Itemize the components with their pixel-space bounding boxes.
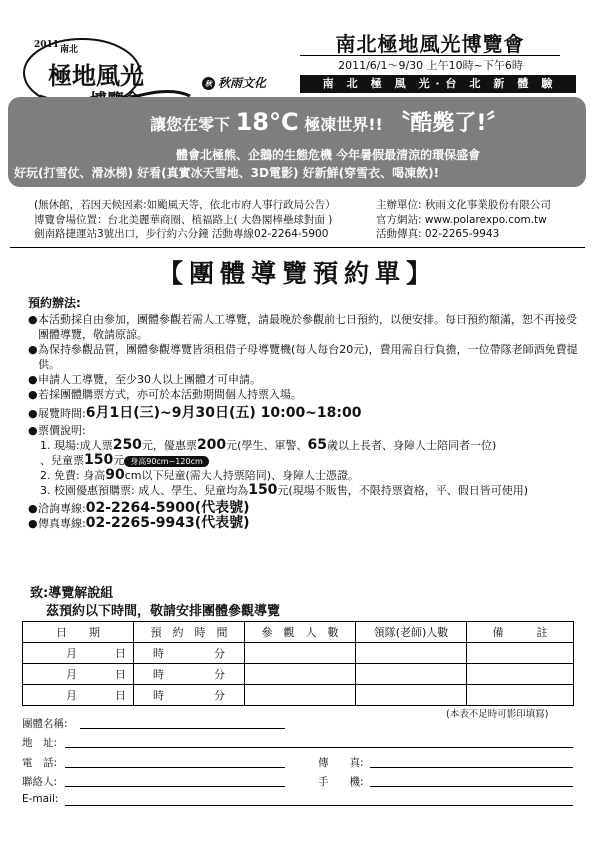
recipient: 致:導覽解說組 xyxy=(30,586,114,601)
table-header-row xyxy=(23,622,574,643)
banner-headline xyxy=(150,106,570,137)
ticket-item-1: 1. 現場:成人票250元，優惠票200元(學生、軍警、65歲以上長者、身障人士陪同者一位) 、兒童票150元 身高90cm~120cm xyxy=(40,437,497,468)
date-cell[interactable]: 月 日 xyxy=(23,685,134,706)
banner-temperature: 18°C xyxy=(235,108,299,136)
group-name-label: 團體名稱: xyxy=(22,718,68,730)
col-time: 預 約 時 間 xyxy=(134,622,245,643)
organizer-info-line: 官方網站: www.polarexpo.com.tw xyxy=(376,213,547,226)
organizer-info xyxy=(376,198,586,242)
venue-info xyxy=(34,198,374,242)
venue-info-line: (無休館，若因天候因素:如颱風天等，依北市府人事行政局公告） xyxy=(34,199,336,211)
fax-line: ● 傳真專線:02-2265-9943(代表號) xyxy=(28,515,250,531)
booking-table xyxy=(22,621,574,706)
organizer-info-line: 活動傳真: 02-2265-9943 xyxy=(376,228,500,240)
organizer-logo xyxy=(202,74,266,91)
ticket-item-2: 2. 免費: 身高90cm以下兒童(需大人持票陪同)、身障人士憑證。 xyxy=(40,467,360,483)
banner-quote: 〝酷斃了!〞 xyxy=(388,111,509,136)
table-row[interactable] xyxy=(23,643,574,664)
mobile-label: 手 機: xyxy=(318,776,364,788)
venue-info-line: 劍南路捷運站3號出口，步行約六分鐘 活動專線02-2264-5900 xyxy=(34,228,329,240)
request-text: 茲預約以下時間，敬請安排團體參觀導覽 xyxy=(46,604,281,619)
banner-subline: 體會北極熊、企鵝的生態危機 今年暑假最清涼的環保盛會 xyxy=(176,148,481,162)
leaders-cell[interactable] xyxy=(356,643,467,664)
section-divider xyxy=(10,247,585,248)
fax-label: 傳 真: xyxy=(318,757,364,769)
mobile-field[interactable] xyxy=(370,785,573,787)
logo-line1: 極地風光 xyxy=(48,61,144,90)
rule-item: ● 若採團體購票方式，亦可於本活動期間個人持票入場。 xyxy=(28,388,302,401)
leaders-cell[interactable] xyxy=(356,685,467,706)
time-cell[interactable]: 時 分 xyxy=(134,643,245,664)
slogan-bar: 南 北 極 風 光 · 台 北 新 體 驗 xyxy=(300,75,576,93)
rules-list xyxy=(28,312,578,531)
email-field[interactable] xyxy=(65,804,573,806)
rule-item: ● 為保持參觀品質，團體參觀導覽皆須租借子母導覽機(每人每台20元)，費用需自行負擔，一位帶隊老師酒免費提供。 xyxy=(28,343,578,371)
exhibition-period: ● 展覽時間:6月1日(三)~9月30日(五) 10:00~18:00 xyxy=(28,405,362,421)
email-label: E-mail: xyxy=(22,793,59,805)
visitors-cell[interactable] xyxy=(245,664,356,685)
contact-label: 聯絡人: xyxy=(22,776,58,788)
organizer-name: 秋雨文化 xyxy=(218,76,267,90)
time-cell[interactable]: 時 分 xyxy=(134,685,245,706)
date-cell[interactable]: 月 日 xyxy=(23,643,134,664)
banner-headline-mid: 極凍世界!! xyxy=(304,115,383,134)
expo-title: 南北極地風光博覽會 xyxy=(335,32,525,56)
hotline: ● 洽詢專線:02-2264-5900(代表號) xyxy=(28,500,250,516)
title-divider xyxy=(300,55,560,56)
venue-info-line: 博覽會場位置：台北美麗華商圈、植福路上( 大魯閣棒壘球對面 ) xyxy=(34,213,333,226)
address-field[interactable] xyxy=(65,746,573,748)
rules-title: 預約辦法: xyxy=(28,296,81,310)
organizer-info-line: 主辦單位: 秋雨文化事業股份有限公司 xyxy=(376,199,551,211)
address-label: 地 址: xyxy=(22,737,58,749)
group-name-field[interactable] xyxy=(80,727,285,729)
col-visitors: 參 觀 人 數 xyxy=(245,622,356,643)
contact-field[interactable] xyxy=(65,785,285,787)
banner-features: 好玩(打雪仗、滑冰梯) 好看(真實冰天雪地、3D電影) 好新鮮(穿雪衣、喝凍飲)! xyxy=(14,166,440,180)
notes-cell[interactable] xyxy=(467,685,574,706)
rule-item: ● 本活動採自由參加，團體參觀若需人工導覽，請最晚於參觀前七日預約，以便安排。每日預約額滿，恕不再接受團體導覽，敬請原諒。 xyxy=(28,313,577,341)
date-cell[interactable]: 月 日 xyxy=(23,664,134,685)
col-notes: 備 註 xyxy=(467,622,574,643)
fax-field[interactable] xyxy=(370,766,573,768)
height-pill: 身高90cm~120cm xyxy=(124,456,209,467)
ticket-info: ● 票價說明: xyxy=(28,424,86,437)
col-date: 日 期 xyxy=(23,622,134,643)
banner-headline-pre: 讓您在零下 xyxy=(150,115,231,134)
phone-label: 電 話: xyxy=(22,757,58,769)
time-cell[interactable]: 時 分 xyxy=(134,664,245,685)
table-row[interactable] xyxy=(23,685,574,706)
table-row[interactable] xyxy=(23,664,574,685)
notes-cell[interactable] xyxy=(467,643,574,664)
phone-field[interactable] xyxy=(65,766,285,768)
visitors-cell[interactable] xyxy=(245,685,356,706)
expo-date: 2011/6/1～9/30 上午10時~下午6時 xyxy=(338,59,523,72)
visitors-cell[interactable] xyxy=(245,643,356,664)
rule-item: ● 申請人工導覽，至少30人以上團體才可申請。 xyxy=(28,373,261,386)
col-leaders: 領隊(老師)人數 xyxy=(356,622,467,643)
logo-year: 2011 xyxy=(34,40,60,50)
organizer-icon: 秋 xyxy=(202,77,215,90)
leaders-cell[interactable] xyxy=(356,664,467,685)
copy-note: (本表不足時可影印填寫) xyxy=(446,709,549,720)
form-title: 【團體導覽預約單】 xyxy=(157,259,437,288)
notes-cell[interactable] xyxy=(467,664,574,685)
ticket-item-3: 3. 校園優惠預購票: 成人、學生、兒童均為150元(現場不販售，不限持票資格，平、假日皆可使用) xyxy=(40,482,529,498)
logo-sub: 南北 xyxy=(60,45,79,55)
